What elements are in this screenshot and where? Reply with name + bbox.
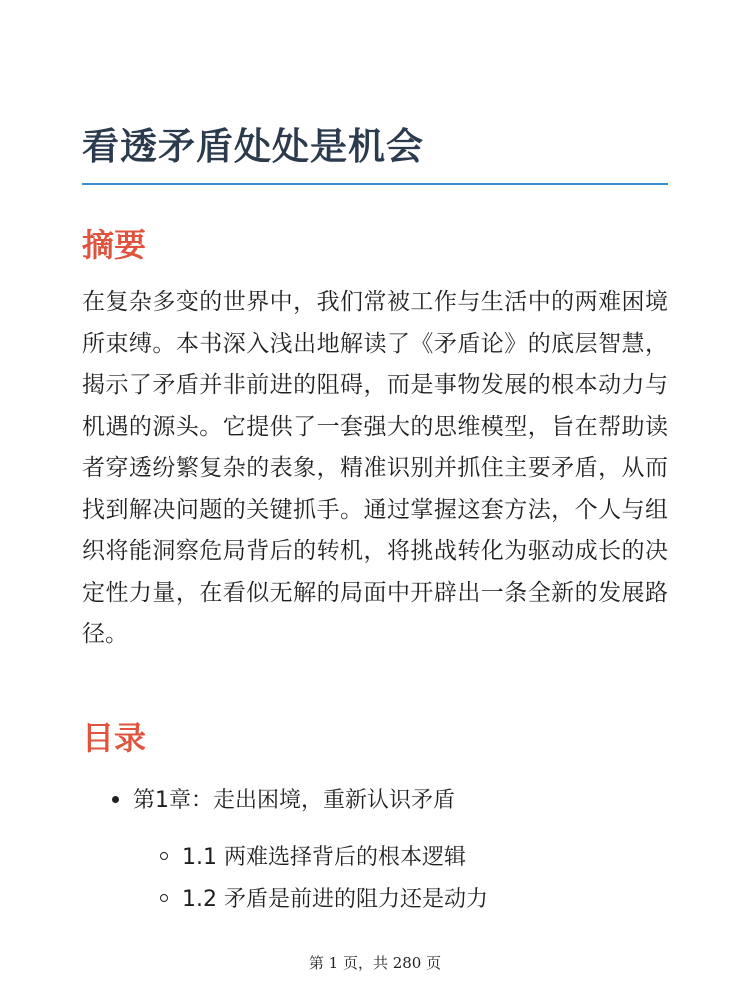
toc-chapter-label: 第1章：走出困境，重新认识矛盾 xyxy=(133,788,455,813)
page-number-footer: 第 1 页，共 280 页 xyxy=(308,954,442,972)
toc-section-label: 1.2 矛盾是前进的阻力还是动力 xyxy=(182,887,488,912)
toc-chapter-1[interactable] xyxy=(112,783,455,814)
title-divider xyxy=(82,183,668,185)
toc-section-label: 1.1 两难选择背后的根本逻辑 xyxy=(182,845,466,870)
bullet-dot-icon xyxy=(112,796,119,803)
toc-section-1-2[interactable] xyxy=(160,882,488,913)
toc-heading: 目录 xyxy=(82,719,147,757)
bullet-circle-icon xyxy=(160,852,168,860)
toc-section-1-1[interactable] xyxy=(160,840,466,871)
bullet-circle-icon xyxy=(160,894,168,902)
summary-heading: 摘要 xyxy=(82,226,147,264)
document-title: 看透矛盾处处是机会 xyxy=(82,125,424,168)
summary-paragraph: 在复杂多变的世界中，我们常被工作与生活中的两难困境所束缚。本书深入浅出地解读了《矛盾论》的底层智慧，揭示了矛盾并非前进的阻碍，而是事物发展的根本动力与机遇的源头。它提供了一套强大的思维模型，旨在帮助读者穿透纷繁复杂的表象，精准识别并抓住主要矛盾，从而找到解决问题的关键抓手。通过掌握这套方法，个人与组织将能洞察危局背后的转机，将挑战转化为驱动成长的决定性力量，在看似无解的局面中开辟出一条全新的发展路径。 xyxy=(82,289,668,647)
